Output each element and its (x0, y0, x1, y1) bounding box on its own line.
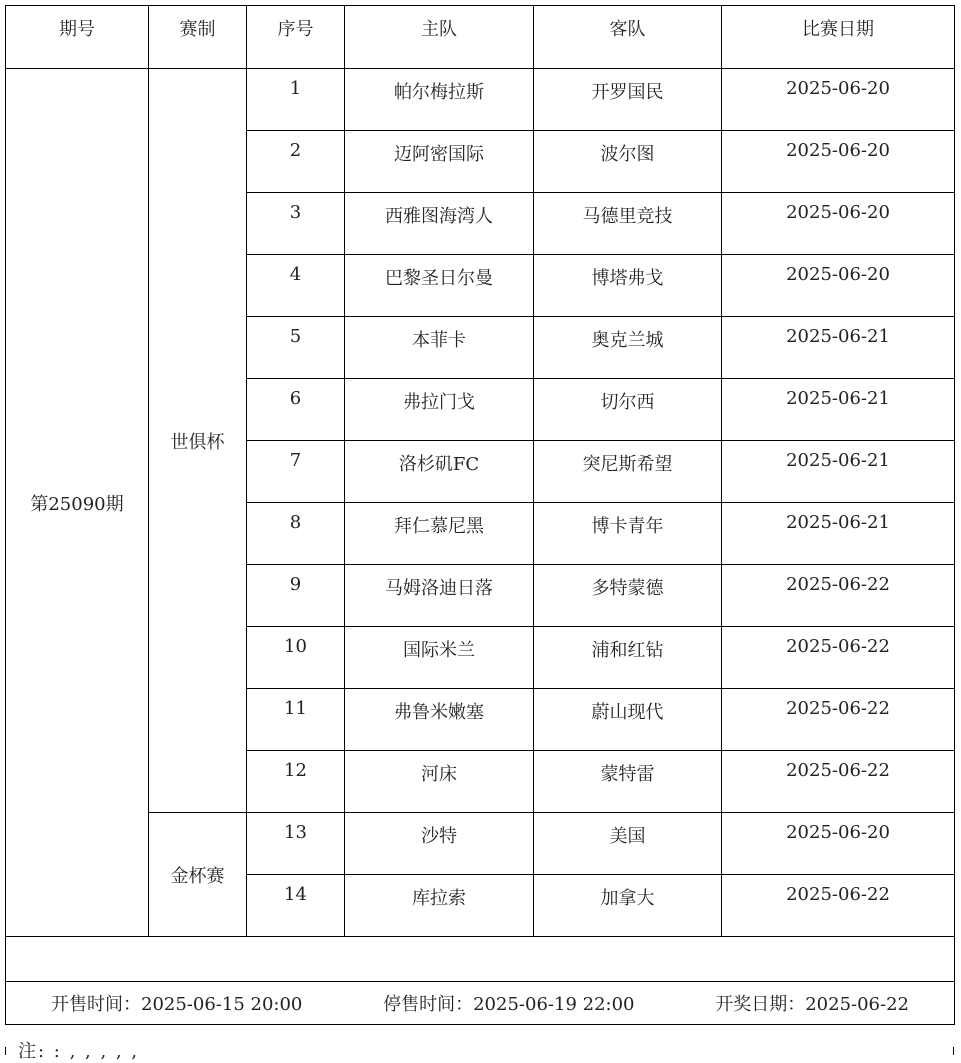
seq-cell: 10 (247, 627, 345, 689)
seq-cell: 3 (247, 193, 345, 255)
header-row (6, 6, 955, 69)
home-cell: 洛杉矶FC (345, 441, 534, 503)
date-cell: 2025-06-20 (722, 131, 955, 193)
date-cell: 2025-06-21 (722, 379, 955, 441)
date-cell: 2025-06-21 (722, 441, 955, 503)
sale-stop-time: 停售时间：2025-06-19 22:00 (383, 994, 635, 1015)
cut-off-note-text: 注: : , , , , , (18, 1041, 140, 1062)
sale-start-time: 开售时间：2025-06-15 20:00 (51, 994, 303, 1015)
header-competition: 赛制 (149, 6, 247, 69)
away-cell: 蒙特雷 (534, 751, 722, 813)
date-cell: 2025-06-20 (722, 255, 955, 317)
away-cell: 加拿大 (534, 875, 722, 937)
date-cell: 2025-06-22 (722, 751, 955, 813)
home-cell: 弗拉门戈 (345, 379, 534, 441)
date-cell: 2025-06-20 (722, 69, 955, 131)
competition-cell: 金杯赛 (149, 813, 247, 937)
home-cell: 巴黎圣日尔曼 (345, 255, 534, 317)
issue-cell: 第25090期 (6, 69, 149, 937)
draw-date: 开奖日期：2025-06-22 (715, 994, 909, 1015)
home-cell: 弗鲁米嫩塞 (345, 689, 534, 751)
seq-cell: 6 (247, 379, 345, 441)
away-cell: 多特蒙德 (534, 565, 722, 627)
header-away: 客队 (534, 6, 722, 69)
away-cell: 切尔西 (534, 379, 722, 441)
home-cell: 迈阿密国际 (345, 131, 534, 193)
header-date: 比赛日期 (722, 6, 955, 69)
table-row (6, 69, 955, 131)
home-cell: 马姆洛迪日落 (345, 565, 534, 627)
away-cell: 突尼斯希望 (534, 441, 722, 503)
seq-cell: 14 (247, 875, 345, 937)
date-cell: 2025-06-21 (722, 503, 955, 565)
away-cell: 开罗国民 (534, 69, 722, 131)
footer-row (6, 982, 955, 1025)
header-home: 主队 (345, 6, 534, 69)
away-cell: 美国 (534, 813, 722, 875)
header-seq: 序号 (247, 6, 345, 69)
blank-row (6, 937, 955, 982)
cut-off-note (5, 1041, 954, 1062)
home-cell: 拜仁慕尼黑 (345, 503, 534, 565)
competition-cell: 世俱杯 (149, 69, 247, 813)
seq-cell: 7 (247, 441, 345, 503)
away-cell: 博卡青年 (534, 503, 722, 565)
seq-cell: 11 (247, 689, 345, 751)
seq-cell: 2 (247, 131, 345, 193)
date-cell: 2025-06-21 (722, 317, 955, 379)
table-row (6, 813, 955, 875)
home-cell: 西雅图海湾人 (345, 193, 534, 255)
seq-cell: 5 (247, 317, 345, 379)
away-cell: 马德里竞技 (534, 193, 722, 255)
away-cell: 浦和红钻 (534, 627, 722, 689)
seq-cell: 9 (247, 565, 345, 627)
seq-cell: 13 (247, 813, 345, 875)
seq-cell: 12 (247, 751, 345, 813)
date-cell: 2025-06-22 (722, 627, 955, 689)
home-cell: 帕尔梅拉斯 (345, 69, 534, 131)
seq-cell: 8 (247, 503, 345, 565)
home-cell: 本菲卡 (345, 317, 534, 379)
away-cell: 波尔图 (534, 131, 722, 193)
away-cell: 博塔弗戈 (534, 255, 722, 317)
header-issue: 期号 (6, 6, 149, 69)
home-cell: 沙特 (345, 813, 534, 875)
date-cell: 2025-06-20 (722, 193, 955, 255)
home-cell: 河床 (345, 751, 534, 813)
away-cell: 奥克兰城 (534, 317, 722, 379)
date-cell: 2025-06-22 (722, 875, 955, 937)
seq-cell: 1 (247, 69, 345, 131)
schedule-table (5, 5, 955, 1025)
date-cell: 2025-06-22 (722, 565, 955, 627)
seq-cell: 4 (247, 255, 345, 317)
date-cell: 2025-06-20 (722, 813, 955, 875)
home-cell: 国际米兰 (345, 627, 534, 689)
date-cell: 2025-06-22 (722, 689, 955, 751)
away-cell: 蔚山现代 (534, 689, 722, 751)
home-cell: 库拉索 (345, 875, 534, 937)
